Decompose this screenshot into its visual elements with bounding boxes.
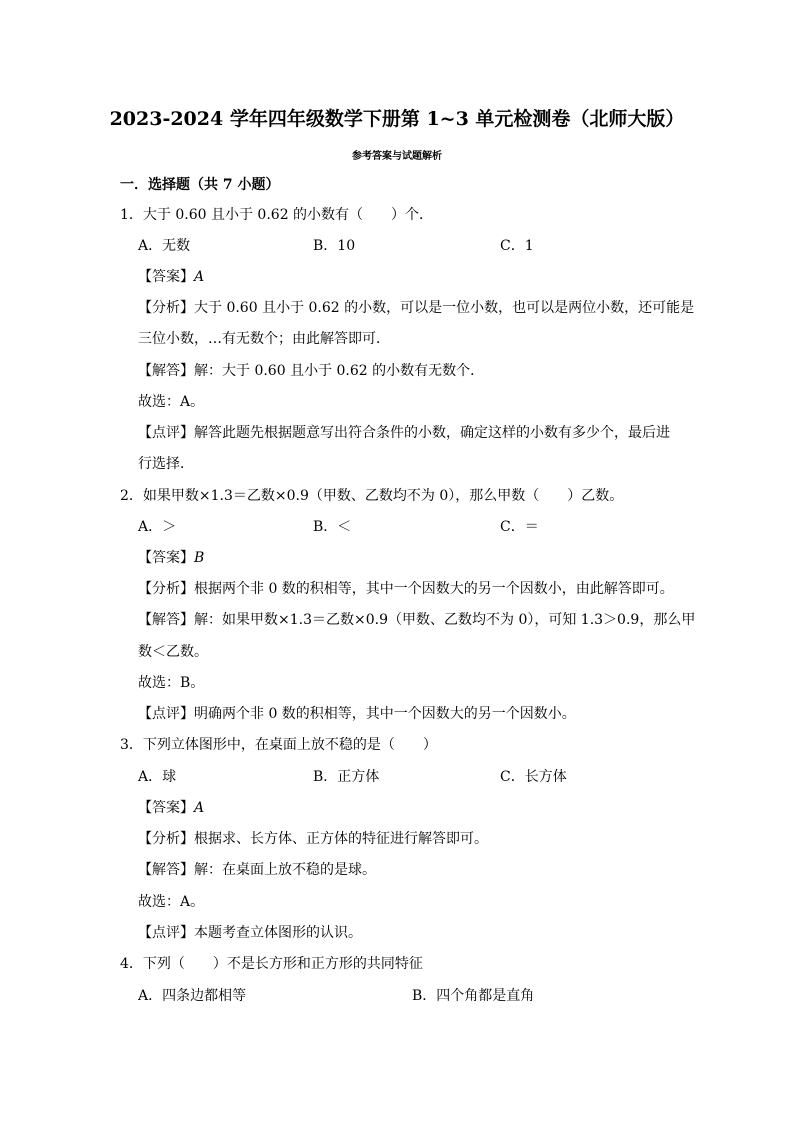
q3-option-c: C．长方体	[500, 769, 567, 785]
q2-solution-line2: 数＜乙数。	[138, 644, 208, 660]
q1-answer-tag: 【答案】	[138, 269, 194, 285]
q1-option-c: C．1	[500, 238, 534, 254]
q3-answer: A	[194, 800, 205, 816]
q1-solution: 【解答】解：大于 0.60 且小于 0.62 的小数有无数个．	[138, 363, 485, 379]
q1-comment-line1: 【点评】解答此题先根据题意写出符合条件的小数，确定这样的小数有多少个，最后进	[138, 425, 670, 441]
q3-stem: 3．下列立体图形中，在桌面上放不稳的是（ ）	[120, 737, 437, 753]
q3-solution: 【解答】解：在桌面上放不稳的是球。	[138, 862, 376, 878]
q1-option-a: A．无数	[138, 238, 191, 254]
q2-analysis: 【分析】根据两个非 0 数的积相等，其中一个因数大的另一个因数小，由此解答即可。	[138, 581, 674, 597]
q1-choice: 故选：A。	[138, 394, 205, 410]
q3-analysis: 【分析】根据求、长方体、正方体的特征进行解答即可。	[138, 831, 488, 847]
q1-answer: A	[194, 269, 205, 285]
q1-comment-line2: 行选择．	[138, 456, 194, 472]
section-heading: 一．选择题（共 7 小题）	[120, 177, 280, 193]
q4-stem: 4．下列（ ）不是长方形和正方形的共同特征	[120, 956, 423, 972]
q1-analysis-line2: 三位小数，…有无数个；由此解答即可．	[138, 331, 390, 347]
q2-comment: 【点评】明确两个非 0 数的积相等，其中一个因数大的另一个因数小。	[138, 706, 576, 722]
q2-answer-row	[138, 548, 204, 568]
q3-choice: 故选：A。	[138, 894, 205, 910]
q2-option-b: B．＜	[313, 519, 352, 535]
q2-stem: 2．如果甲数×1.3＝乙数×0.9（甲数、乙数均不为 0），那么甲数（ ）乙数。	[120, 488, 624, 504]
page-title: 2023-2024 学年四年级数学下册第 1~3 单元检测卷（北师大版）	[109, 108, 685, 130]
q3-comment: 【点评】本题考查立体图形的认识。	[138, 925, 362, 941]
q2-choice: 故选：B。	[138, 675, 205, 691]
q2-option-a: A．＞	[138, 519, 177, 535]
q4-option-b: B．四个角都是直角	[412, 988, 535, 1004]
q1-stem: 1．大于 0.60 且小于 0.62 的小数有（ ）个．	[120, 207, 434, 223]
q4-option-a: A．四条边都相等	[138, 988, 247, 1004]
q1-answer-row	[138, 267, 204, 287]
q2-solution-line1: 【解答】解：如果甲数×1.3＝乙数×0.9（甲数、乙数均不为 0），可知 1.3＞0.9，那么甲	[138, 612, 696, 628]
q3-answer-row	[138, 798, 204, 818]
q2-answer-tag: 【答案】	[138, 550, 194, 566]
q1-option-b: B．10	[313, 238, 356, 254]
q3-answer-tag: 【答案】	[138, 800, 194, 816]
page-subtitle: 参考答案与试题解析	[352, 151, 442, 162]
q2-option-c: C．＝	[500, 519, 539, 535]
q3-option-a: A．球	[138, 769, 177, 785]
q2-answer: B	[194, 550, 205, 566]
q1-analysis-line1: 【分析】大于 0.60 且小于 0.62 的小数，可以是一位小数，也可以是两位小数，还可能是	[138, 300, 695, 316]
q3-option-b: B．正方体	[313, 769, 380, 785]
